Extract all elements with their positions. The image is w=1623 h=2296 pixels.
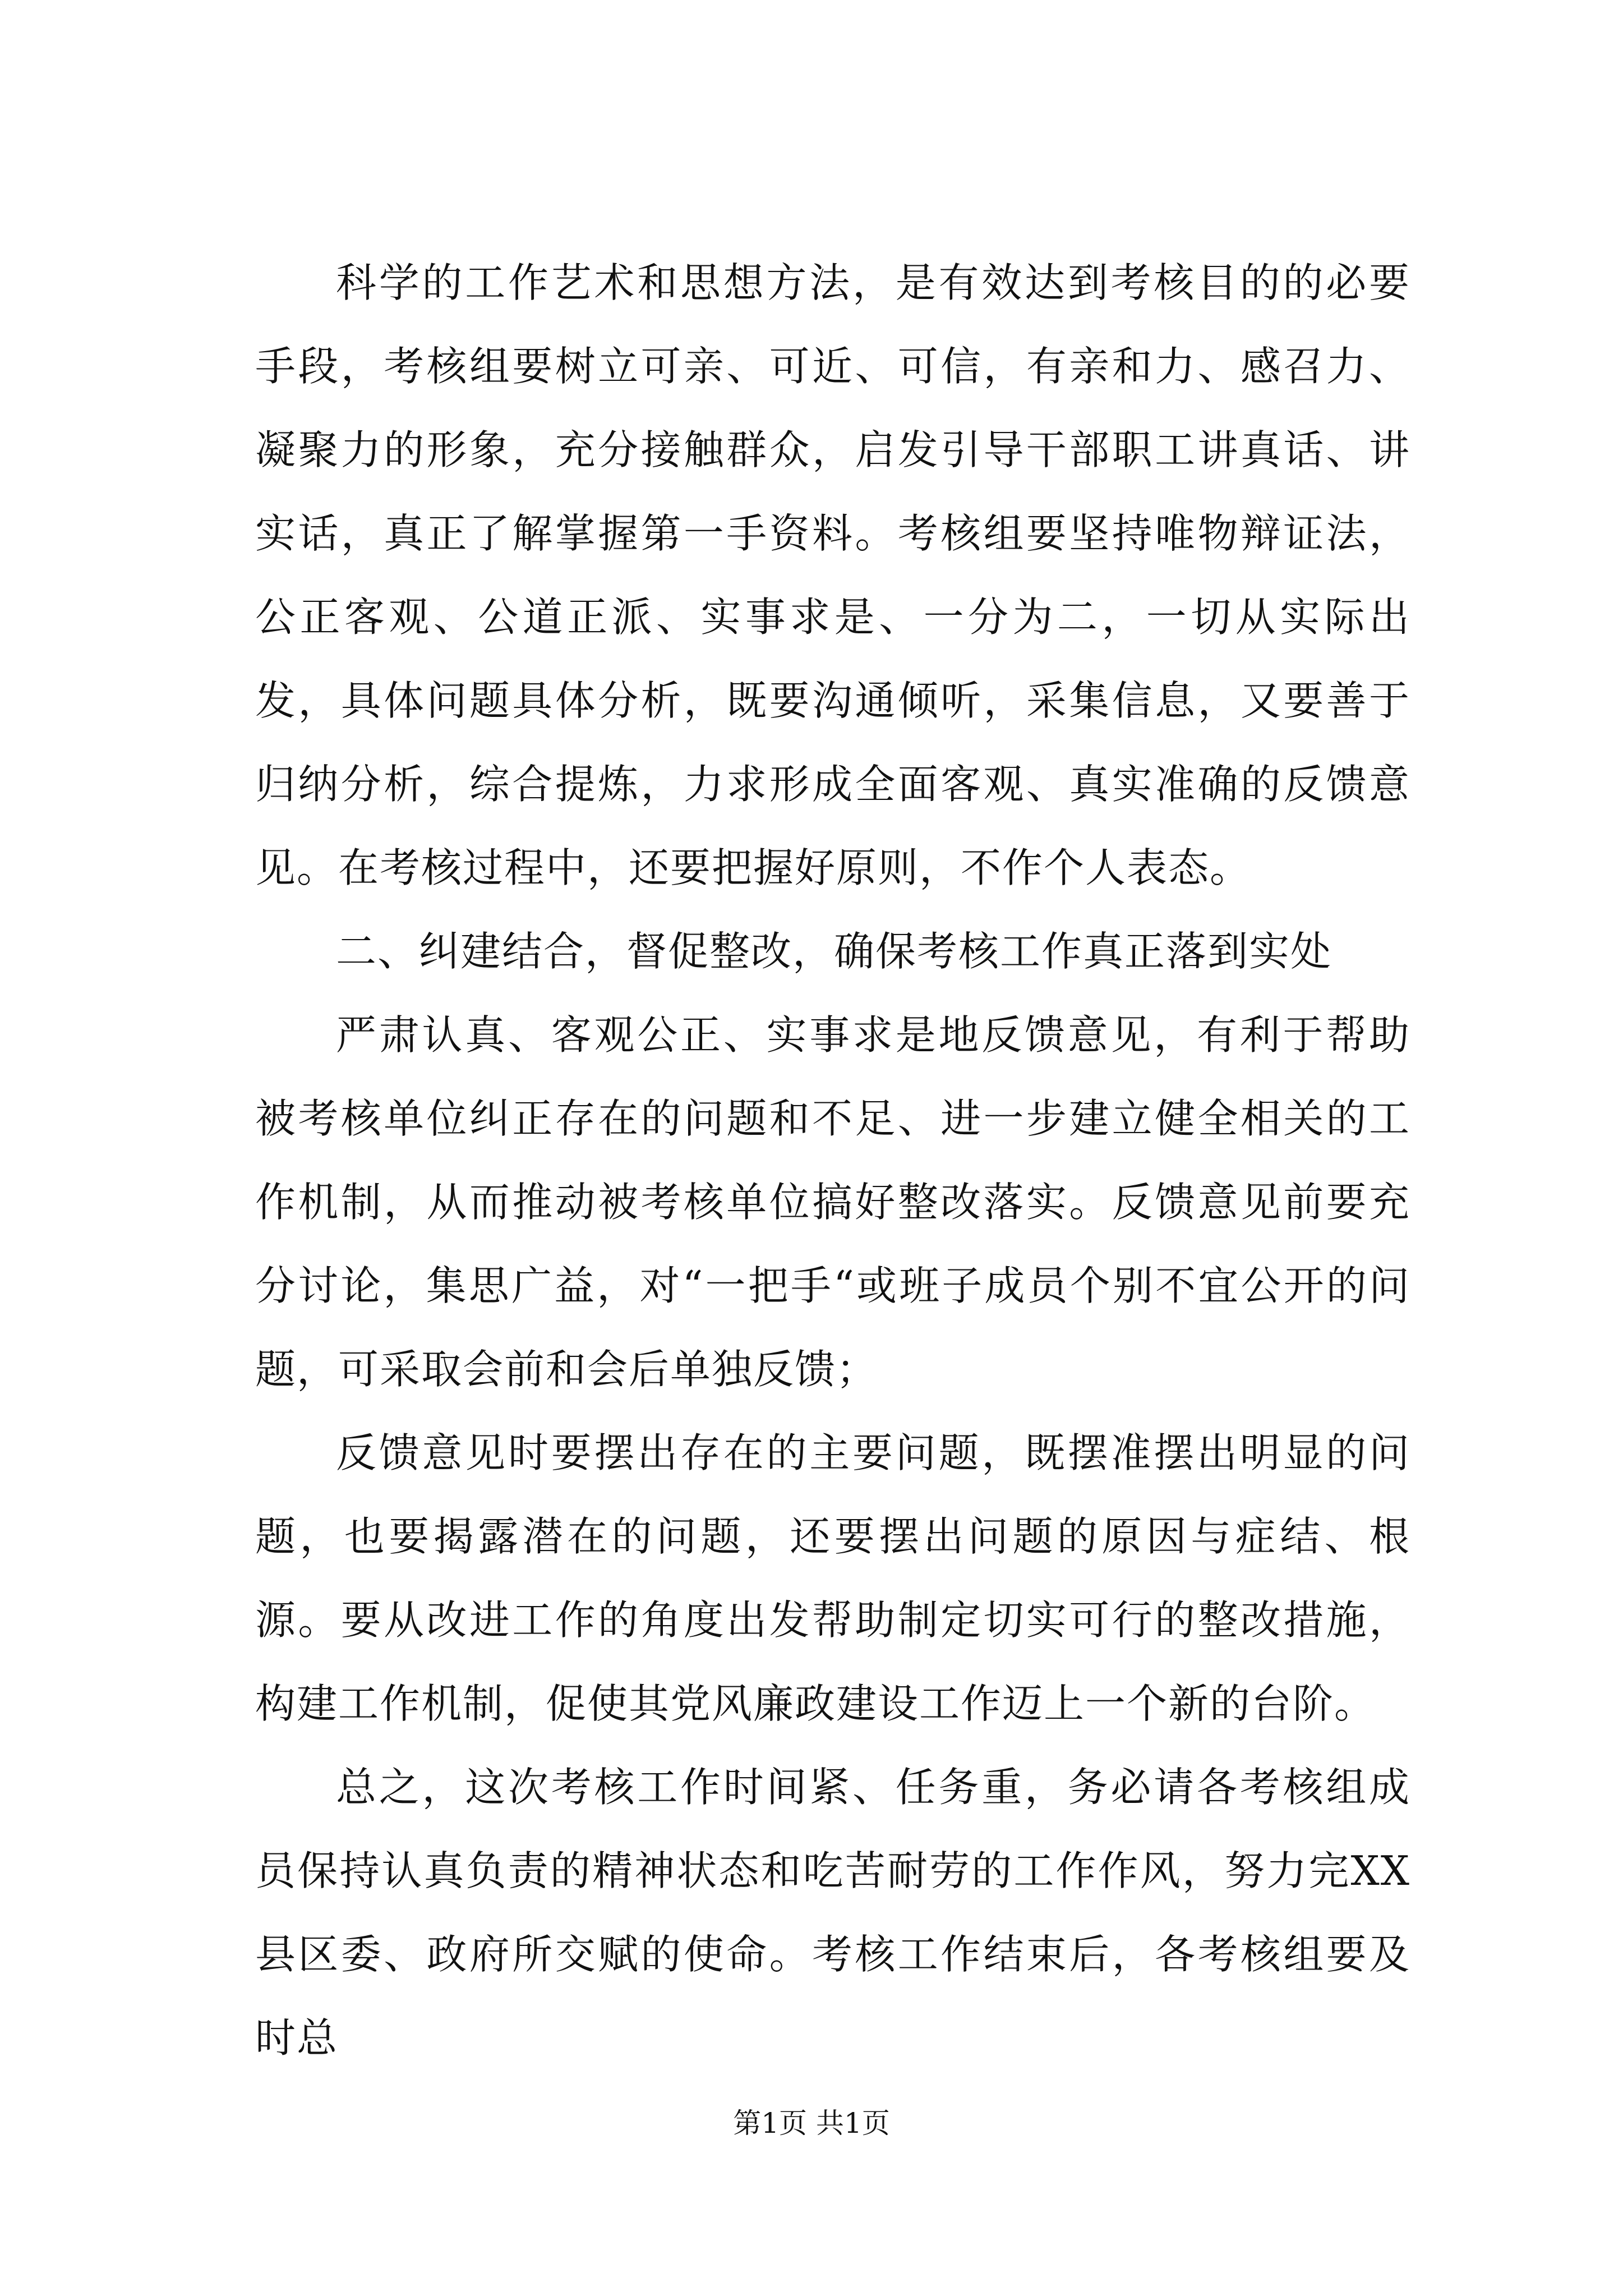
section-heading-two: 二、纠建结合，督促整改，确保考核工作真正落到实处 <box>336 928 1332 975</box>
page-footer: 第1页 共1页 <box>733 2107 890 2139</box>
paragraph-conclusion: 总之，这次考核工作时间紧、任务重，务必请各考核组成员保持认真负责的精神状态和吃苦耐劳的工作作风，努力完XX县区委、政府所交赋的使命。考核工作结束后，各考核组要及时总 <box>255 1764 1410 2062</box>
paragraph-methods: 科学的工作艺术和思想方法，是有效达到考核目的的必要手段，考核组要树立可亲、可近、可信，有亲和力、感召力、凝聚力的形象，充分接触群众，启发引导干部职工讲真话、讲实话，真正了解掌握第一手资料。考核组要坚持唯物辩证法，公正客观、公道正派、实事求是、一分为二，一切从实际出发，具体问题具体分析，既要沟通倾听，采集信息，又要善于归纳分析，综合提炼，力求形成全面客观、真实准确的反馈意见。在考核过程中，还要把握好原则，不作个人表态。 <box>255 259 1410 891</box>
document-body <box>255 241 1410 2080</box>
paragraph-problems: 反馈意见时要摆出存在的主要问题，既摆准摆出明显的问题，也要揭露潜在的问题，还要摆出问题的原因与症结、根源。要从改进工作的角度出发帮助制定切实可行的整改措施，构建工作机制，促使其党风廉政建设工作迈上一个新的台阶。 <box>255 1429 1410 1727</box>
paragraph-feedback: 严肃认真、客观公正、实事求是地反馈意见，有利于帮助被考核单位纠正存在的问题和不足、进一步建立健全相关的工作机制，从而推动被考核单位搞好整改落实。反馈意见前要充分讨论，集思广益，对“一把手“或班子成员个别不宜公开的问题，可采取会前和会后单独反馈； <box>255 1011 1410 1393</box>
